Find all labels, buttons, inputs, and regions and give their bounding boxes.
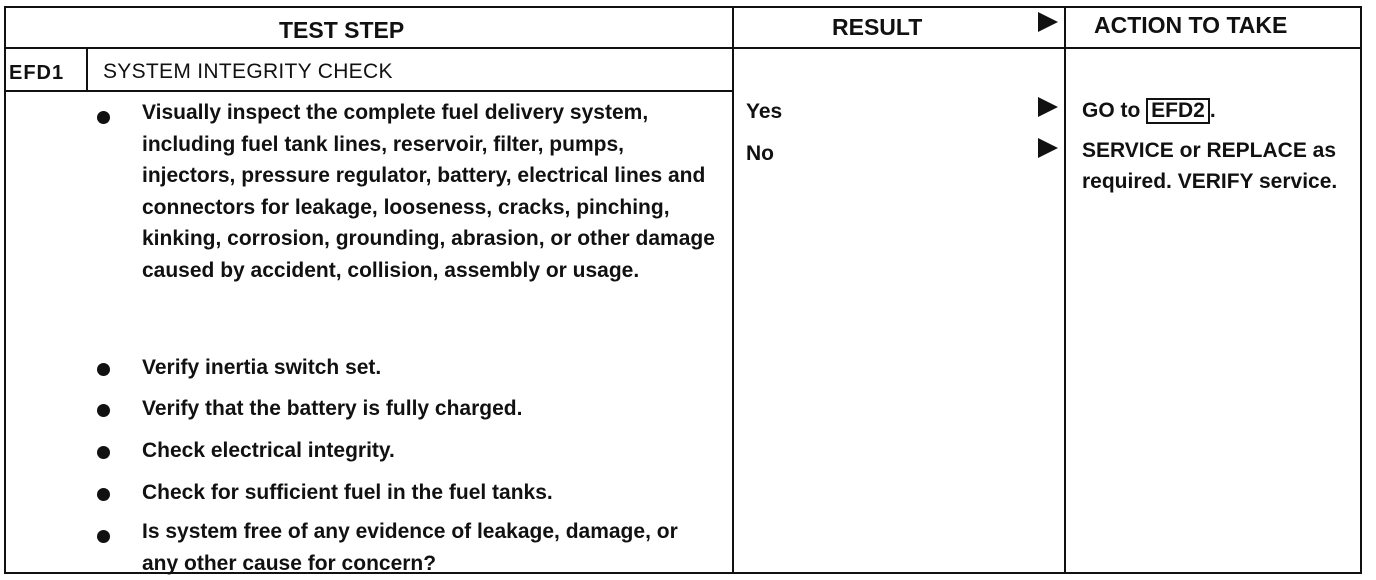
step-question-text: Is system free of any evidence of leakage, damage, or any other cause for concern? xyxy=(142,520,678,575)
column-divider-step-result xyxy=(732,6,734,574)
step-bullet-text: Check electrical integrity. xyxy=(142,439,395,462)
step-bullet-text: Verify that the battery is fully charged. xyxy=(142,397,523,420)
bullet-dot-icon xyxy=(97,488,110,501)
step-bullet-text: Visually inspect the complete fuel delivery system, including fuel tank lines, reservoir, filter, pumps, injectors, pressure regulator, battery, electrical lines and connectors for leakage, looseness, cracks, pinching, kinking, corrosion, grounding, abrasion, or other damage caused by accident, collision, assembly or usage. xyxy=(142,101,715,282)
step-title-divider-left xyxy=(4,90,732,92)
step-id: EFD1 xyxy=(9,62,65,84)
step-title: SYSTEM INTEGRITY CHECK xyxy=(103,60,393,83)
column-divider-result-action xyxy=(1064,6,1066,574)
header-divider xyxy=(4,47,1362,49)
bullet-dot-icon xyxy=(97,446,110,459)
bullet-dot-icon xyxy=(97,404,110,417)
bullet-dot-icon xyxy=(97,530,110,543)
result-yes: Yes xyxy=(746,100,783,123)
action-yes-prefix: GO to xyxy=(1082,99,1147,122)
result-no: No xyxy=(746,142,774,165)
action-yes xyxy=(1082,95,1357,126)
bullet-dot-icon xyxy=(97,363,110,376)
action-yes-suffix: . xyxy=(1209,99,1216,122)
action-no: SERVICE or REPLACE as required. VERIFY service. xyxy=(1082,139,1338,193)
step-bullet-text: Verify inertia switch set. xyxy=(142,356,382,379)
header-result: RESULT xyxy=(832,14,923,40)
bullet-dot-icon xyxy=(97,111,110,124)
right-triangle-arrow-icon xyxy=(1038,138,1058,158)
right-triangle-arrow-icon xyxy=(1038,97,1058,117)
header-action-to-take: ACTION TO TAKE xyxy=(1094,12,1288,38)
header-test-step: TEST STEP xyxy=(279,17,405,43)
step-bullet-text: Check for sufficient fuel in the fuel tanks. xyxy=(142,481,553,504)
right-triangle-arrow-icon xyxy=(1038,12,1058,32)
step-id-divider xyxy=(86,47,88,92)
step-reference-efd2[interactable]: EFD2 xyxy=(1146,98,1210,124)
